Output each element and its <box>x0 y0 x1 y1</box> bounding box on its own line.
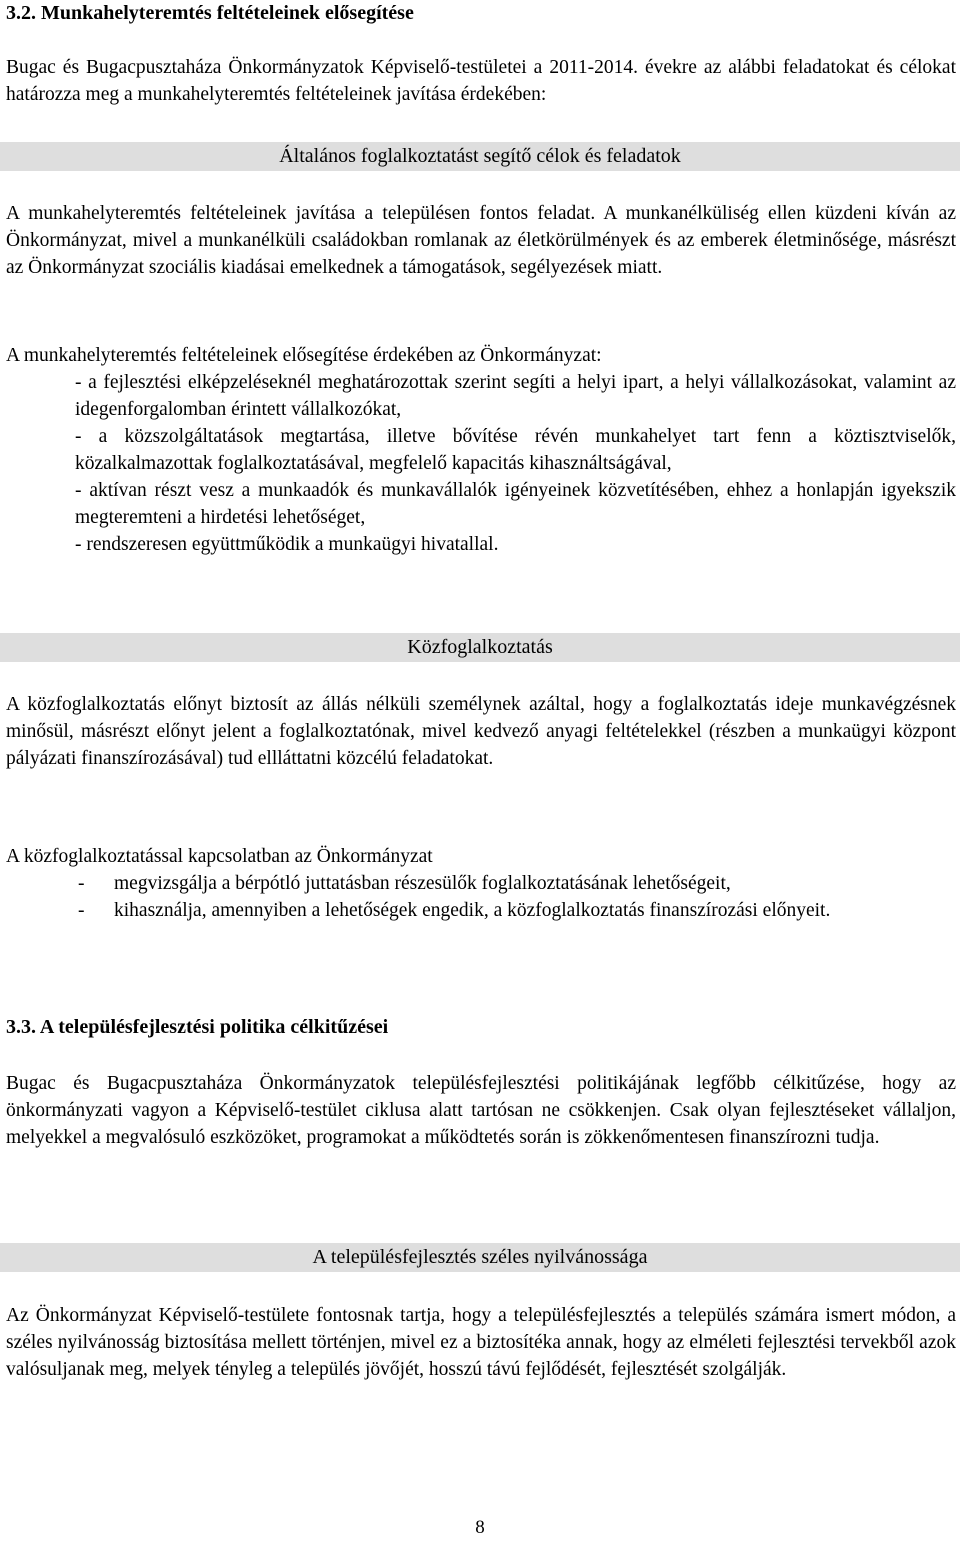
paragraph-publicity: Az Önkormányzat Képviselő-testülete fontosnak tartja, hogy a településfejlesztés a település számára ismert módon, a széles nyilvánosság biztosítása mellett történjen, mivel ez a biztosítéka annak, hogy az elméleti fejlesztési tervekből azok valósuljanak meg, melyek tényleg a település jövőjét, hosszú távú fejlődését, fejlesztését szolgálják. <box>6 1305 956 1380</box>
job-creation-measures <box>6 342 956 558</box>
paragraph-development-policy: Bugac és Bugacpusztaháza Önkormányzatok településfejlesztési politikájának legfőbb célkitűzése, hogy az önkormányzati vagyon a Képviselő-testület ciklusa alatt tartósan ne csökkenjen. Csak olyan fejlesztéseket vállaljon, melyekkel a megvalósuló eszközöket, programokat a működtetés során is zökkenőmentesen finanszírozni tudja. <box>6 1073 956 1148</box>
section-title-3-2: 3.2. Munkahelyteremtés feltételeinek elősegítése <box>6 2 414 24</box>
dash-bullet: - <box>78 900 85 921</box>
dash-bullet: - <box>78 873 85 894</box>
banner-general-employment: Általános foglalkoztatást segítő célok és feladatok <box>0 142 960 171</box>
banner-public-employment: Közfoglalkoztatás <box>0 633 960 662</box>
list-item: - rendszeresen együttműködik a munkaügyi hivatallal. <box>75 534 499 555</box>
list-item <box>6 897 956 924</box>
banner-publicity: A településfejlesztés széles nyilvánossága <box>0 1243 960 1272</box>
list-item-text: megvizsgálja a bérpótló juttatásban részesülők foglalkoztatásának lehetőségeit, <box>114 873 731 894</box>
paragraph-job-creation: A munkahelyteremtés feltételeinek javítása a településen fontos feladat. A munkanélküliség ellen küzdeni kíván az Önkormányzat, mivel a munkanélküli családokban romlanak az életkörülmények és az emberek életminősége, másrészt az Önkormányzat szociális kiadásai emelkednek a támogatások, segélyezések miatt. <box>6 203 956 278</box>
list-item-text: kihasználja, amennyiben a lehetőségek engedik, a közfoglalkoztatás finanszírozási előnyeit. <box>114 900 831 921</box>
list-item: - a fejlesztési elképzeléseknél meghatározottak szerint segíti a helyi ipart, a helyi vállalkozásokat, valamint az idegenforgalomban érintett vállalkozókat, <box>75 372 956 420</box>
intro-paragraph: Bugac és Bugacpusztaháza Önkormányzatok Képviselő-testületei a 2011-2014. évekre az alábbi feladatokat és célokat határozza meg a munkahelyteremtés feltételeinek javítása érdekében: <box>6 57 956 105</box>
paragraph-tasks-intro: A közfoglalkoztatással kapcsolatban az Önkormányzat <box>6 846 433 867</box>
paragraph-public-employment: A közfoglalkoztatás előnyt biztosít az állás nélküli személynek azáltal, hogy a foglalkoztatás ideje munkavégzésnek minősül, másrészt előnyt jelent a foglalkoztatónak, mivel kedvező anyagi feltételekkel (részben a munkaügyi központ pályázati finanszírozásával) tud ellláttatni közcélú feladatokat. <box>6 694 956 769</box>
list-item: - a közszolgáltatások megtartása, illetve bővítése révén munkahelyet tart fenn a köztisztviselők, közalkalmazottak foglalkoztatásával, megfelelő kapacitás kihasználtságával, <box>75 426 956 474</box>
page-number: 8 <box>475 1517 485 1538</box>
tasks-list <box>6 870 956 924</box>
paragraph-measures-intro: A munkahelyteremtés feltételeinek elősegítése érdekében az Önkormányzat: <box>6 345 602 366</box>
public-employment-tasks <box>6 843 956 924</box>
section-title-3-3: 3.3. A településfejlesztési politika célkitűzései <box>6 1016 389 1038</box>
measures-list <box>6 369 956 558</box>
list-item: - aktívan részt vesz a munkaadók és munkavállalók igényeinek közvetítésében, ehhez a honlapján igyekszik megteremteni a hirdetési lehetőséget, <box>75 480 956 528</box>
list-item <box>6 870 956 897</box>
